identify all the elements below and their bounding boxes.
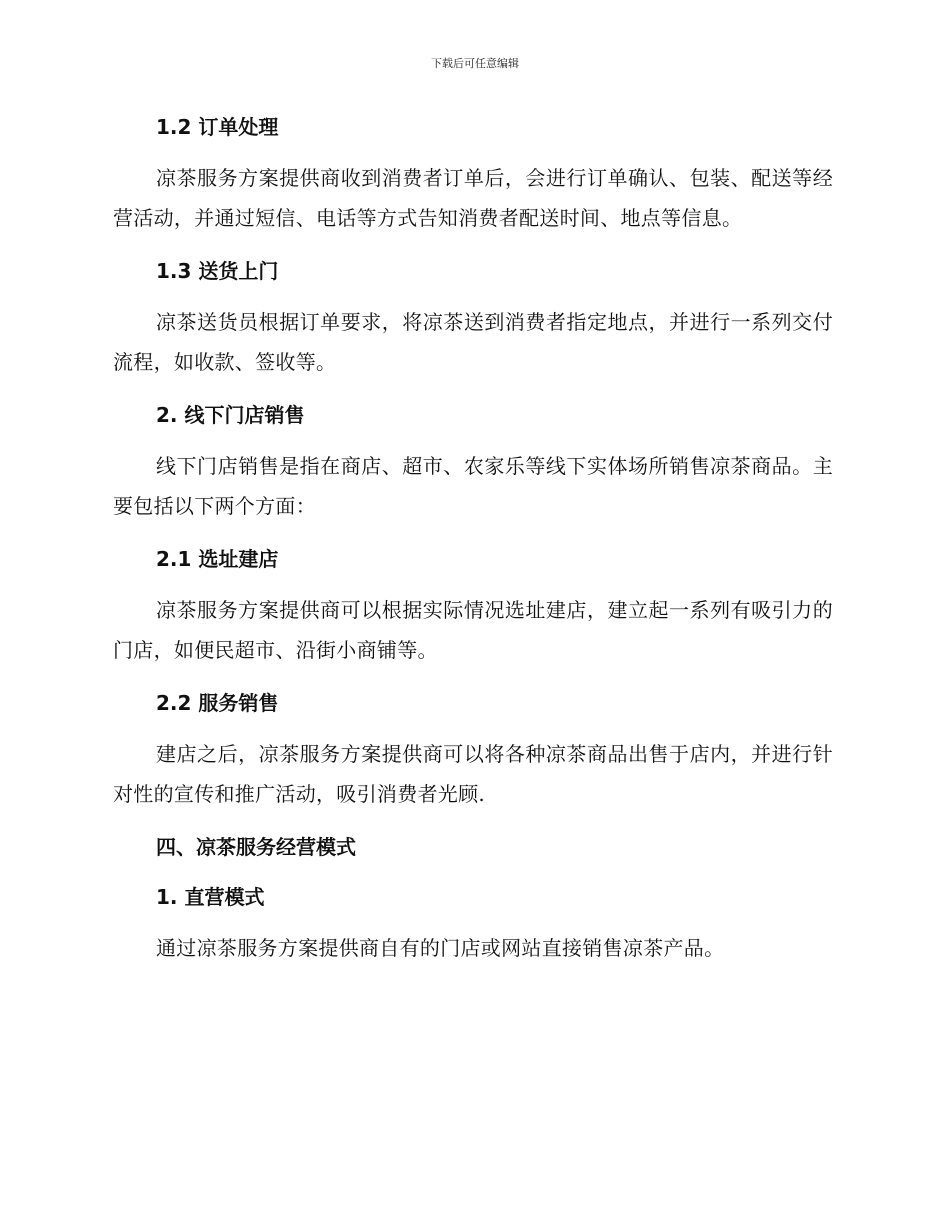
document-body: [113, 108, 833, 982]
body-paragraph: 凉茶服务方案提供商收到消费者订单后，会进行订单确认、包装、配送等经营活动，并通过短信、电话等方式告知消费者配送时间、地点等信息。: [113, 166, 833, 230]
header-note: 下载后可任意编辑: [431, 57, 519, 70]
section-heading: 2.1 选址建店: [156, 547, 279, 571]
body-paragraph: 凉茶送货员根据订单要求，将凉茶送到消费者指定地点，并进行一系列交付流程，如收款、签收等。: [113, 310, 833, 374]
body-paragraph: 建店之后，凉茶服务方案提供商可以将各种凉茶商品出售于店内，并进行针对性的宣传和推广活动，吸引消费者光顾.: [113, 742, 833, 806]
section-heading: 1.3 送货上门: [156, 259, 279, 283]
section-heading: 1.2 订单处理: [156, 115, 279, 139]
body-paragraph: 凉茶服务方案提供商可以根据实际情况选址建店，建立起一系列有吸引力的门店，如便民超市、沿街小商铺等。: [113, 598, 833, 662]
chapter-heading: 四、凉茶服务经营模式: [156, 835, 356, 859]
body-paragraph: 通过凉茶服务方案提供商自有的门店或网站直接销售凉茶产品。: [156, 936, 725, 960]
section-heading: 1. 直营模式: [156, 885, 265, 909]
body-paragraph: 线下门店销售是指在商店、超市、农家乐等线下实体场所销售凉茶商品。主要包括以下两个方面：: [113, 454, 833, 518]
section-heading: 2. 线下门店销售: [156, 403, 305, 427]
section-heading: 2.2 服务销售: [156, 691, 279, 715]
